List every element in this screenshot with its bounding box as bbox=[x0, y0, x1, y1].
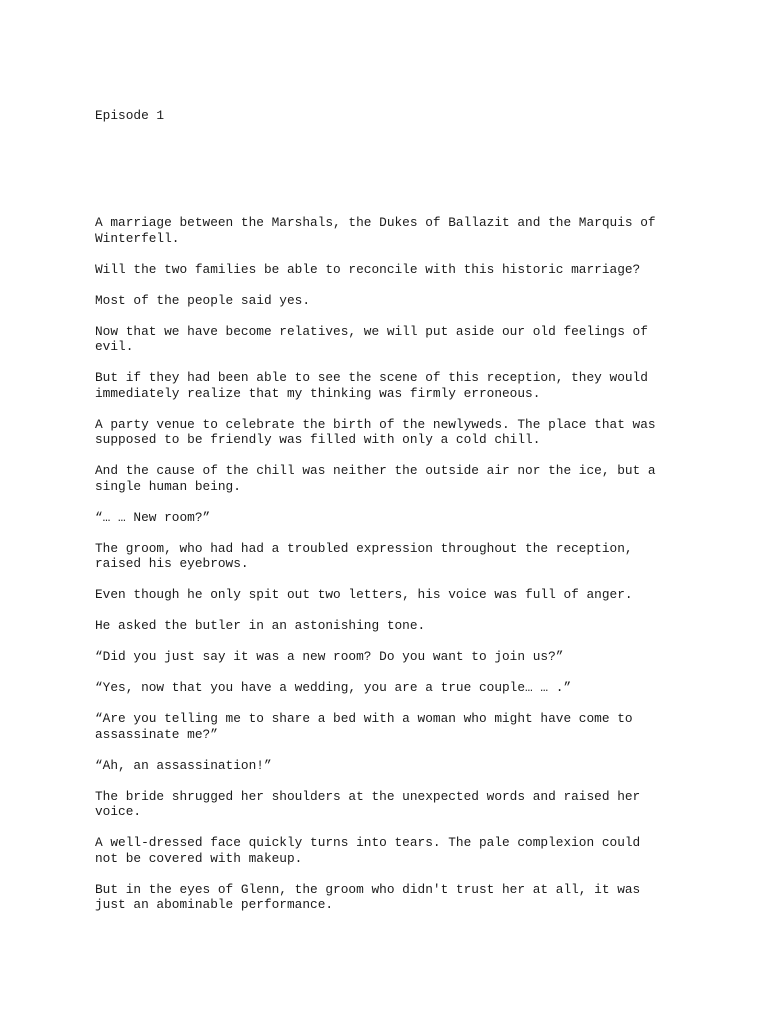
episode-heading: Episode 1 bbox=[95, 108, 165, 123]
paragraph-16: The bride shrugged her shoulders at the unexpected words and raised her voice. bbox=[95, 788, 641, 819]
paragraph-1: A marriage between the Marshals, the Dukes of Ballazit and the Marquis of Winterfell. bbox=[95, 215, 656, 246]
paragraph-11: He asked the butler in an astonishing tone. bbox=[95, 618, 426, 633]
paragraph-5: But if they had been able to see the scene of this reception, they would immediately realize that my thinking was firmly erroneous. bbox=[95, 370, 648, 401]
paragraph-3: Most of the people said yes. bbox=[95, 292, 311, 308]
paragraph-9: The groom, who had had a troubled expression throughout the reception, raised his eyebrows. bbox=[95, 540, 633, 571]
dialogue-join-us: “Did you just say it was a new room? Do you want to join us?” bbox=[95, 649, 564, 664]
paragraph-6: A party venue to celebrate the birth of the newlyweds. The place that was supposed to be friendly was filled with only a cold chill. bbox=[95, 416, 656, 447]
paragraph-4: Now that we have become relatives, we will put aside our old feelings of evil. bbox=[95, 323, 648, 354]
paragraph-7: And the cause of the chill was neither the outside air nor the ice, but a single human being. bbox=[95, 463, 656, 494]
dialogue-true-couple: “Yes, now that you have a wedding, you are a true couple… … .” bbox=[95, 680, 572, 695]
dialogue-assassination: “Ah, an assassination!” bbox=[95, 757, 272, 773]
dialogue-new-room: “… … New room?” bbox=[95, 509, 211, 525]
paragraph-17: A well-dressed face quickly turns into tears. The pale complexion could not be covered with makeup. bbox=[95, 835, 641, 866]
paragraph-18: But in the eyes of Glenn, the groom who didn't trust her at all, it was just an abominable performance. bbox=[95, 881, 641, 912]
paragraph-10: Even though he only spit out two letters, his voice was full of anger. bbox=[95, 587, 633, 602]
dialogue-share-bed: “Are you telling me to share a bed with a woman who might have come to assassinate me?” bbox=[95, 711, 633, 742]
document-body bbox=[95, 215, 695, 928]
paragraph-2: Will the two families be able to reconcile with this historic marriage? bbox=[95, 261, 641, 277]
